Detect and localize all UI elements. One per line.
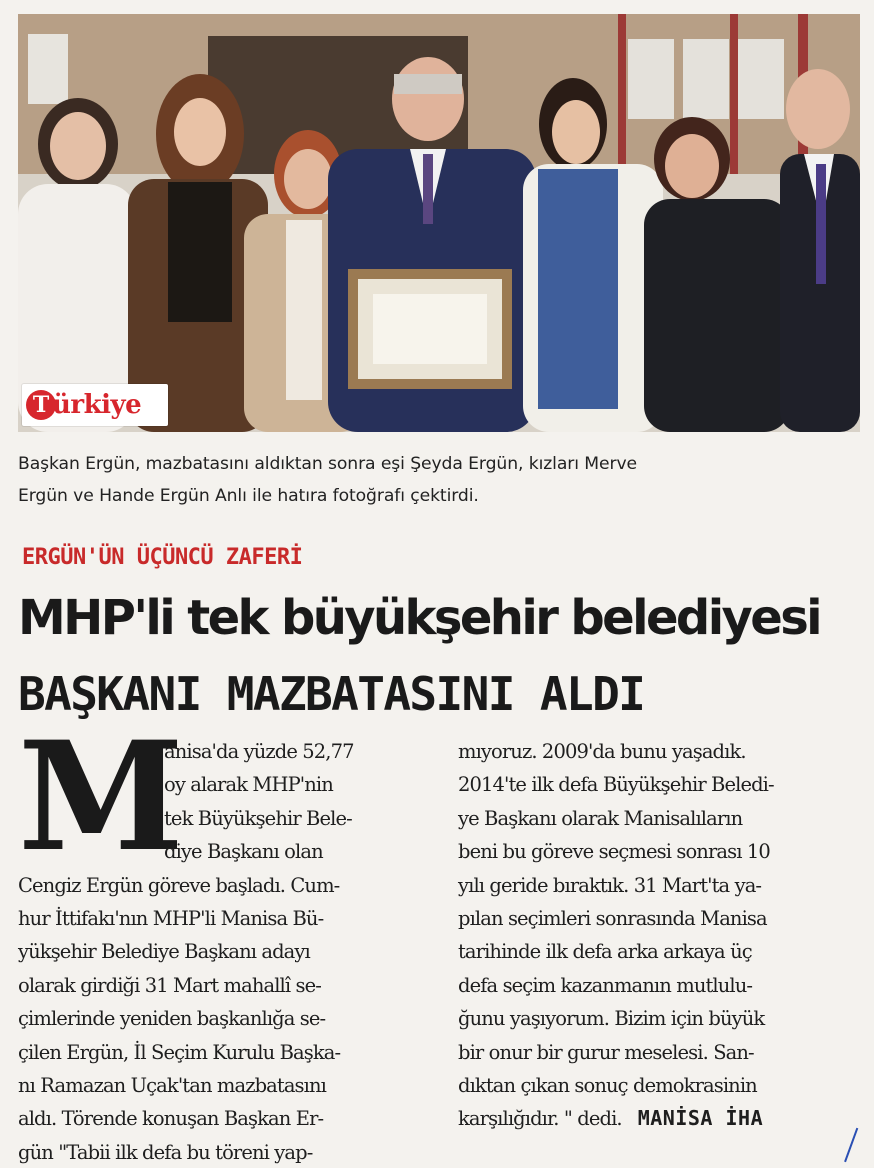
body-line: çilen Ergün, İl Seçim Kurulu Başka-: [18, 1040, 341, 1064]
news-source: MANİSA İHA: [637, 1106, 764, 1131]
body-line: 2014'te ilk defa Büyükşehir Beledi-: [458, 773, 774, 797]
article-right-column: [458, 735, 860, 1136]
main-title-line-2: BAŞKANI MAZBATASINI ALDI: [18, 667, 645, 721]
closing-quote: karşılığıdır. " dedi.: [458, 1107, 622, 1131]
logo-wordmark: ürkiye: [52, 390, 142, 420]
body-line: tek Büyükşehir Bele-: [164, 806, 352, 830]
body-line: hur İttifakı'nın MHP'li Manisa Bü-: [18, 906, 324, 930]
body-line: tarihinde ilk defa arka arkaya üç: [458, 940, 752, 964]
body-line: ğunu yaşıyorum. Bizim için büyük: [458, 1007, 765, 1031]
body-line: beni bu göreve seçmesi sonrası 10: [458, 840, 770, 864]
body-line: Cengiz Ergün göreve başladı. Cum-: [18, 873, 340, 897]
body-line: olarak girdiği 31 Mart mahallî se-: [18, 973, 321, 997]
body-line: çimlerinde yeniden başkanlığa se-: [18, 1007, 326, 1031]
article-final-line: [458, 1102, 860, 1135]
news-photo: [18, 14, 860, 432]
group-photo-illustration: [18, 14, 860, 432]
body-line: oy alarak MHP'nin: [164, 773, 333, 797]
body-line: yükşehir Belediye Başkanı adayı: [18, 940, 310, 964]
main-title-line-1: MHP'li tek büyükşehir belediyesi: [18, 590, 821, 646]
body-line: nı Ramazan Uçak'tan mazbatasını: [18, 1073, 326, 1097]
body-line: diye Başkanı olan: [164, 840, 323, 864]
body-line: defa seçim kazanmanın mutlulu-: [458, 973, 753, 997]
body-line: anisa'da yüzde 52,77: [164, 740, 354, 763]
body-line: pılan seçimleri sonrasında Manisa: [458, 906, 767, 930]
body-line: bir onur bir gurur meselesi. San-: [458, 1040, 754, 1064]
body-line: gün "Tabii ilk defa bu töreni yap-: [18, 1140, 313, 1164]
photo-caption: [18, 448, 860, 512]
body-line: yılı geride bıraktık. 31 Mart'ta ya-: [458, 873, 762, 897]
body-line: ye Başkanı olarak Manisalıların: [458, 806, 743, 830]
body-line: dıktan çıkan sonuç demokrasinin: [458, 1073, 757, 1097]
kicker-headline: ERGÜN'ÜN ÜÇÜNCÜ ZAFERİ: [22, 545, 303, 570]
article-left-column: [18, 735, 430, 1168]
drop-cap: M: [18, 709, 181, 885]
body-line: aldı. Törende konuşan Başkan Er-: [18, 1107, 324, 1131]
caption-line: Ergün ve Hande Ergün Anlı ile hatıra fotoğrafı çektirdi.: [18, 486, 479, 506]
body-line: mıyoruz. 2009'da bunu yaşadık.: [458, 740, 746, 763]
logo-circle: T: [26, 390, 56, 420]
turkiye-logo: [22, 384, 168, 426]
caption-line: Başkan Ergün, mazbatasını aldıktan sonra eşi Şeyda Ergün, kızları Merve: [18, 454, 637, 474]
